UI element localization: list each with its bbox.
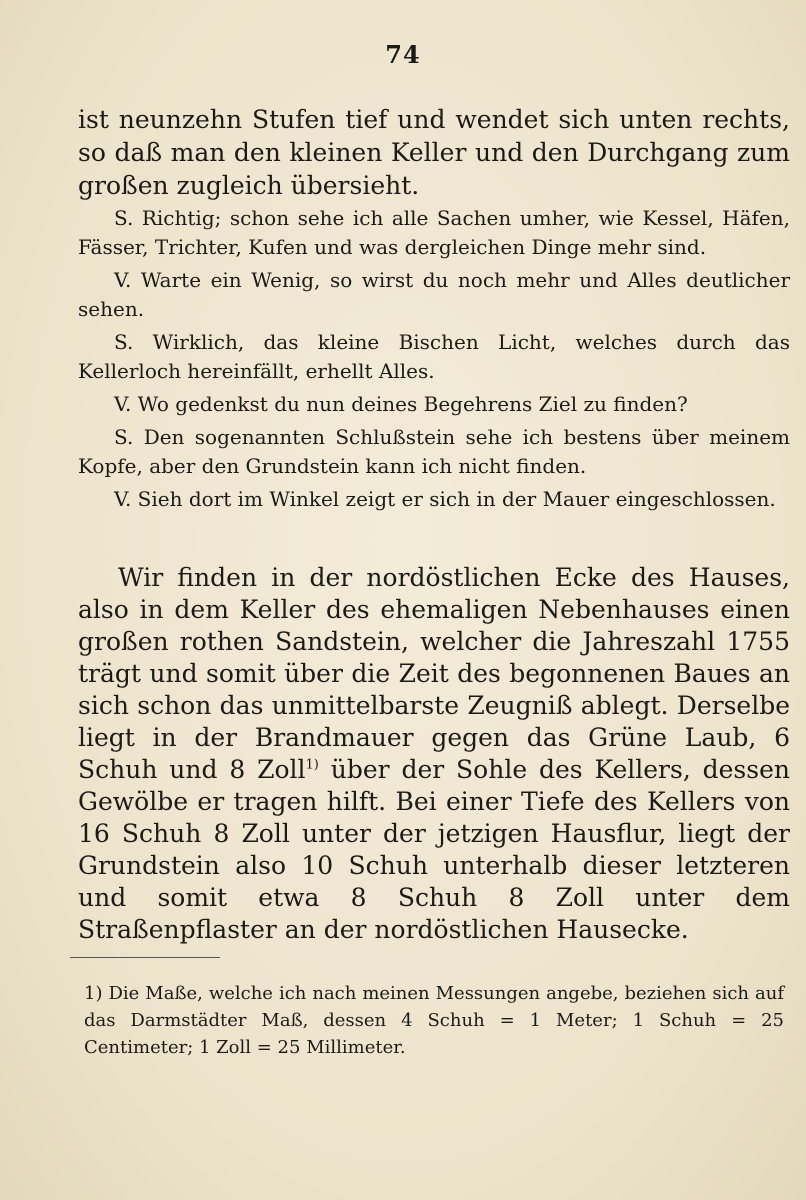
dialogue-text: Wirklich, das kleine Bischen Licht, welches durch das Kellerloch hereinfällt, erhellt Alles. bbox=[78, 330, 790, 383]
dialogue-section bbox=[78, 204, 790, 518]
speaker-label: S. bbox=[114, 330, 134, 354]
dialogue-line bbox=[78, 423, 790, 481]
speaker-label: V. bbox=[114, 487, 132, 511]
paragraph-text: über der Sohle des Kellers, dessen Gewölbe er tragen hilft. Bei einer Tiefe des Kellers von 16 Schuh 8 Zoll unter der jetzigen Hausflur, liegt der Grundstein also 10 Schuh unterhalb dieser letzteren und somit etwa 8 Schuh 8 Zoll unter dem Straßenpflaster an der nordöstlichen Hausecke. bbox=[78, 755, 790, 944]
dialogue-text: Den sogenannten Schlußstein sehe ich bestens über meinem Kopfe, aber den Grundstein kann ich nicht finden. bbox=[78, 425, 790, 478]
dialogue-line bbox=[78, 266, 790, 324]
speaker-label: V. bbox=[114, 392, 132, 416]
dialogue-line bbox=[78, 328, 790, 386]
dialogue-line bbox=[78, 204, 790, 262]
paragraph-continuation: ist neunzehn Stufen tief und wendet sich unten rechts, so daß man den kleinen Keller und den Durchgang zum großen zugleich übersieht. bbox=[78, 105, 790, 200]
dialogue-text: Richtig; schon sehe ich alle Sachen umher, wie Kessel, Häfen, Fässer, Trichter, Kufen und was dergleichen Dinge mehr sind. bbox=[78, 206, 790, 259]
footnote-divider bbox=[70, 957, 220, 958]
footnote bbox=[84, 980, 784, 1061]
footnote-mark: 1) bbox=[84, 983, 103, 1004]
speaker-label: S. bbox=[114, 206, 134, 230]
page-number: 74 bbox=[385, 40, 421, 69]
speaker-label: V. bbox=[114, 268, 132, 292]
paragraph-text: Wir finden in der nordöstlichen Ecke des Hauses, also in dem Keller des ehemaligen Nebenhauses einen großen rothen Sandstein, welcher die Jahreszahl 1755 trägt und somit über die Zeit des begonnenen Baues an sich schon das unmittelbarste Zeugniß ablegt. Derselbe liegt in der Brandmauer gegen das Grüne Laub, 6 Schuh und 8 Zoll bbox=[78, 563, 790, 784]
dialogue-text: Sieh dort im Winkel zeigt er sich in der Mauer eingeschlossen. bbox=[137, 487, 776, 511]
footnote-reference[interactable]: 1) bbox=[305, 757, 319, 773]
dialogue-line bbox=[78, 485, 790, 514]
dialogue-text: Warte ein Wenig, so wirst du noch mehr und Alles deutlicher sehen. bbox=[78, 268, 791, 321]
footnote-text: Die Maße, welche ich nach meinen Messungen angebe, beziehen sich auf das Darmstädter Maß, dessen 4 Schuh = 1 Meter; 1 Schuh = 25 Centimeter; 1 Zoll = 25 Millimeter. bbox=[84, 983, 784, 1058]
speaker-label: S. bbox=[114, 425, 134, 449]
dialogue-line bbox=[78, 390, 790, 419]
paragraph-grundstein bbox=[78, 562, 790, 946]
dialogue-text: Wo gedenkst du nun deines Begehrens Ziel zu finden? bbox=[137, 392, 688, 416]
